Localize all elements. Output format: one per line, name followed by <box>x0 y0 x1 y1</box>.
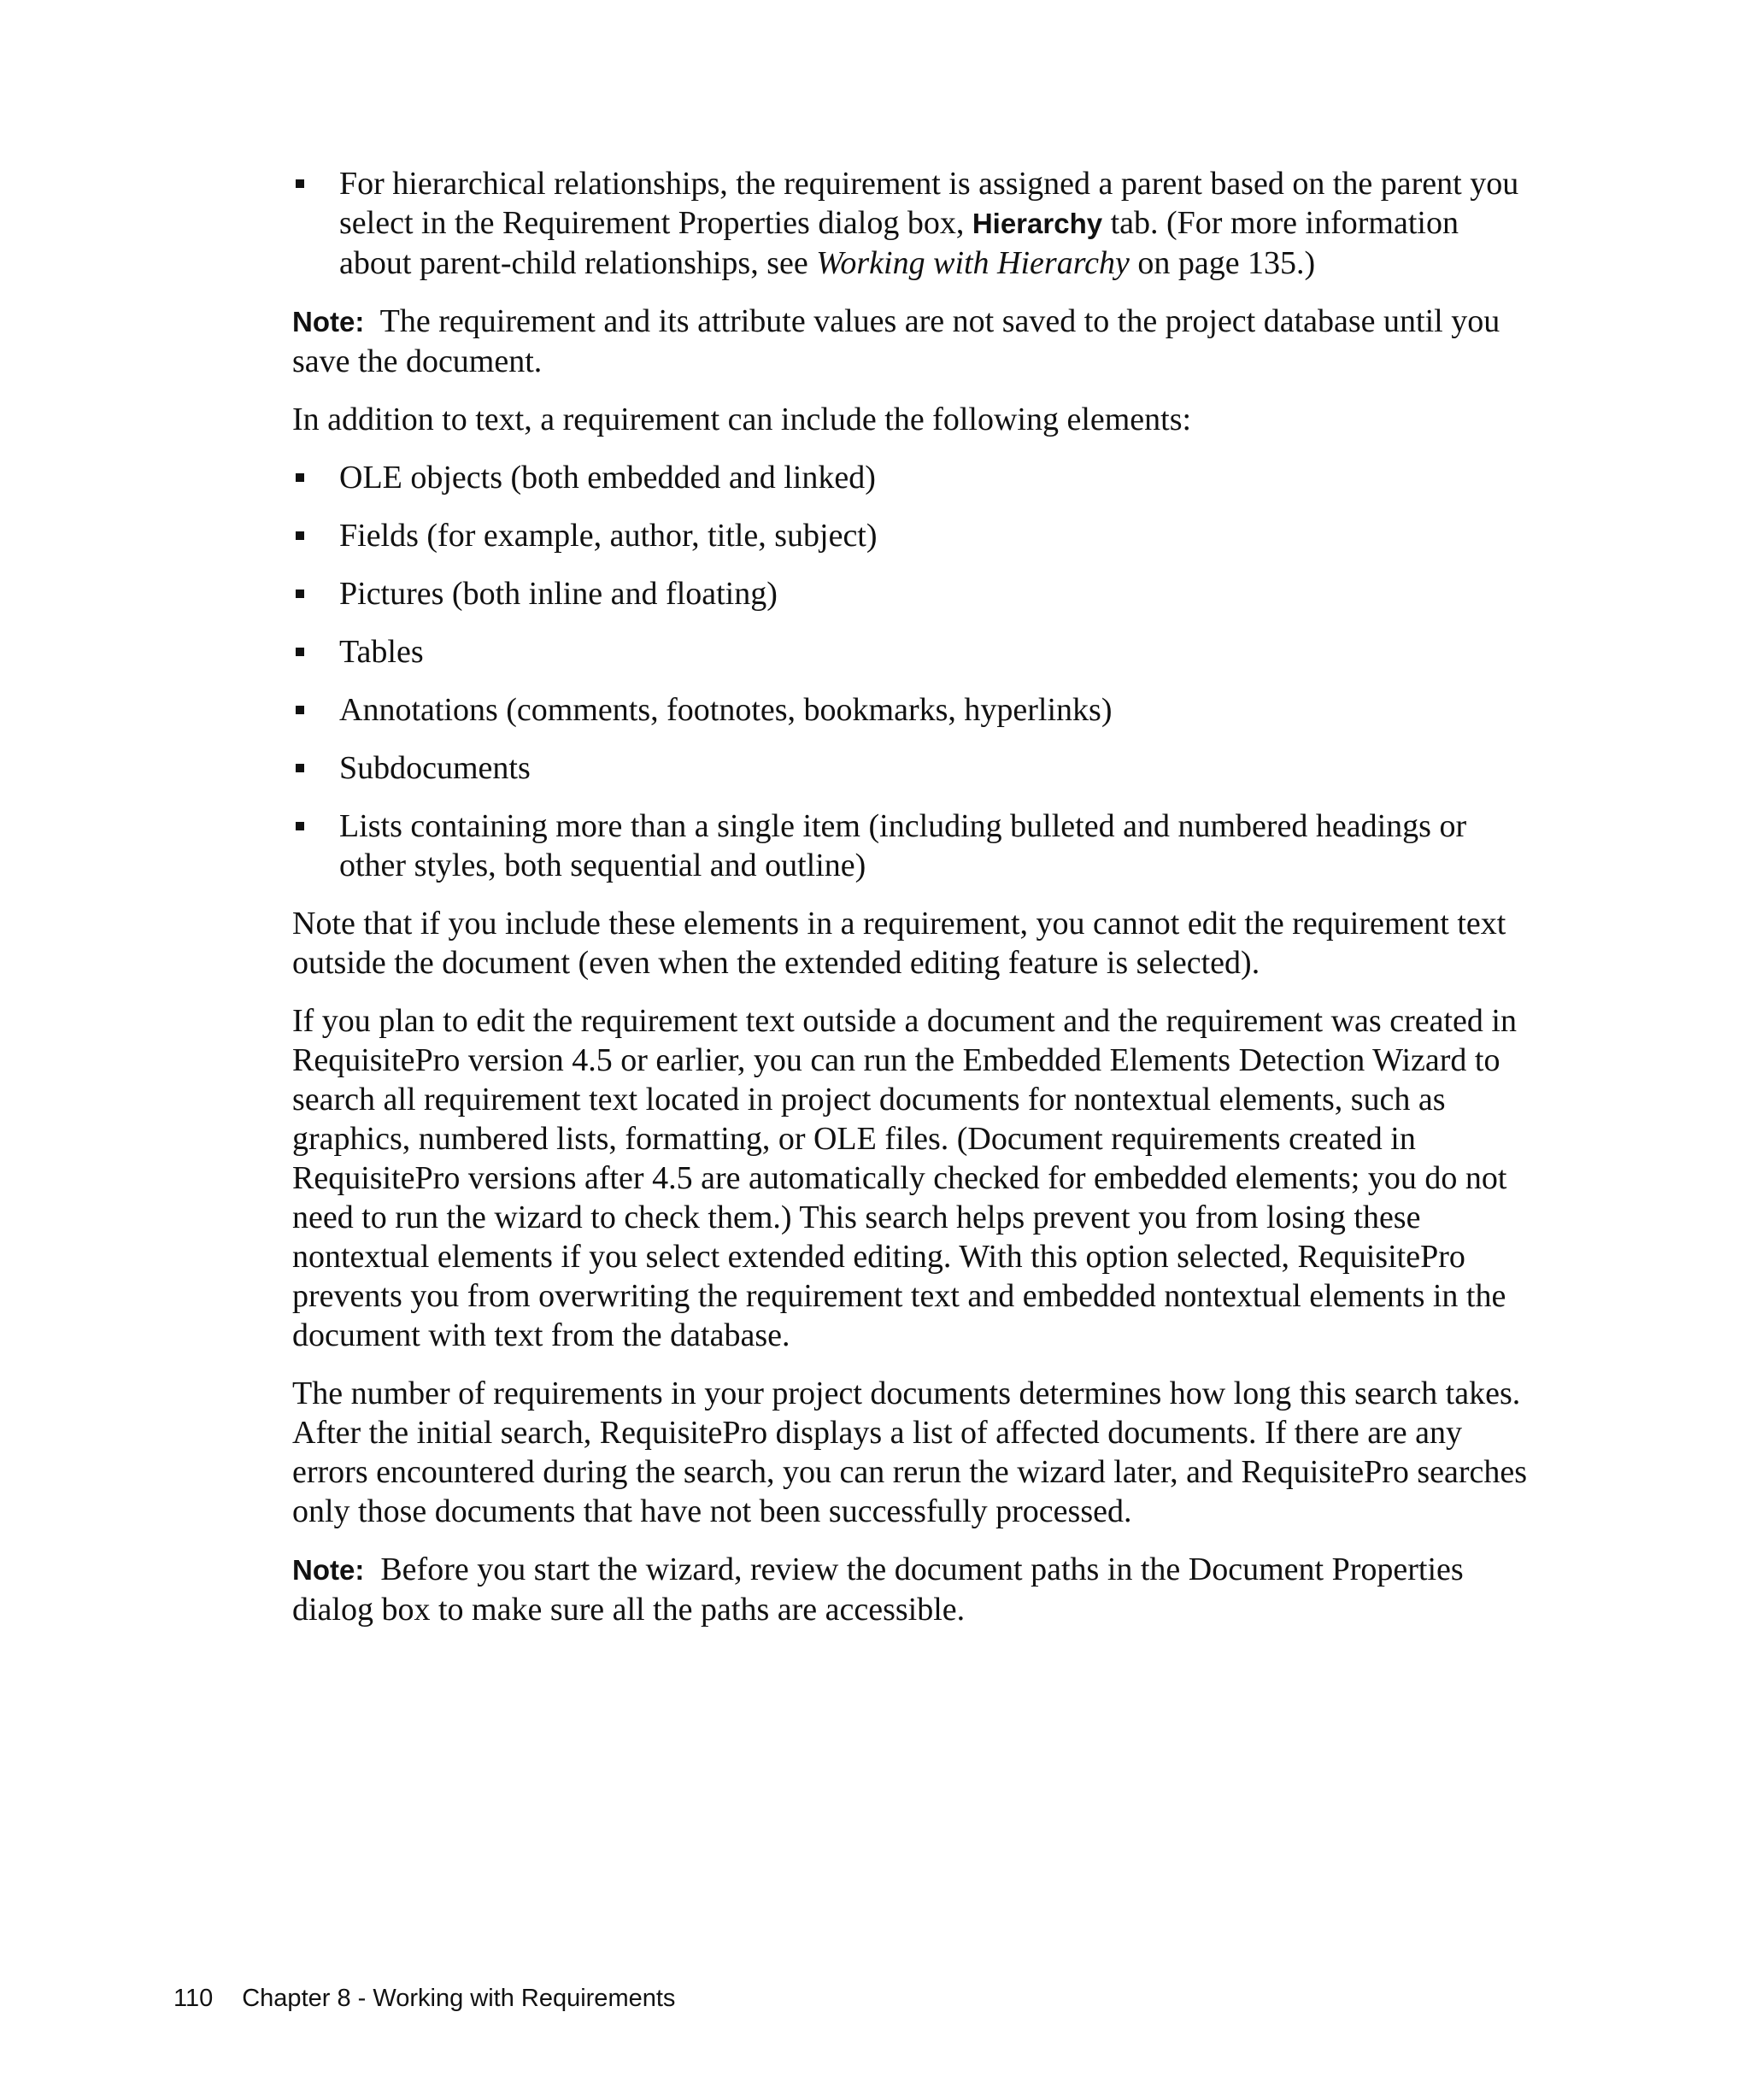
square-bullet-icon <box>296 531 304 540</box>
note-paragraph <box>292 1550 1531 1629</box>
chapter-title: Chapter 8 - Working with Requirements <box>242 1985 676 2012</box>
list-item <box>292 458 1531 497</box>
list-item <box>292 164 1531 283</box>
note-label: Note: <box>292 306 365 337</box>
list-item <box>292 632 1531 672</box>
list-item <box>292 807 1531 885</box>
note-paragraph <box>292 302 1531 381</box>
page-number: 110 <box>173 1985 214 2012</box>
list-item <box>292 516 1531 555</box>
bullet-text-after: on page 135.) <box>1129 245 1316 281</box>
list-item <box>292 574 1531 613</box>
list-item-text: Subdocuments <box>339 750 531 786</box>
square-bullet-icon <box>296 706 304 714</box>
list-item <box>292 690 1531 730</box>
cross-reference-title: Working with Hierarchy <box>816 245 1130 281</box>
note-text: Before you start the wizard, review the document paths in the Document Properties dialog box to make sure all the paths are accessible. <box>292 1552 1464 1628</box>
hierarchy-bullet-list <box>292 164 1531 283</box>
note-label: Note: <box>292 1554 365 1586</box>
wizard-description-paragraph: If you plan to edit the requirement text outside a document and the requirement was created in RequisitePro version 4.5 or earlier, you can run the Embedded Elements Detection Wizard to search all requirement text located in project documents for nontextual elements, such as graphics, numbered lists, formatting, or OLE files. (Document requirements created in RequisitePro versions after 4.5 are automatically checked for embedded elements; you do not need to run the wizard to check them.) This search helps prevent you from losing these nontextual elements if you select extended editing. With this option selected, RequisitePro prevents you from overwriting the requirement text and embedded nontextual elements in the document with text from the database. <box>292 1003 1517 1353</box>
square-bullet-icon <box>296 473 304 482</box>
list-item-text: Fields (for example, author, title, subject) <box>339 518 878 554</box>
bullet-text-before: For hierarchical relationships, the requirement is assigned a parent based on the parent you select in the Requirement Properties dialog box, <box>339 166 1519 241</box>
square-bullet-icon <box>296 179 304 188</box>
square-bullet-icon <box>296 822 304 830</box>
search-duration-paragraph: The number of requirements in your project documents determines how long this search takes. After the initial search, RequisitePro displays a list of affected documents. If there are any errors encountered during the search, you can rerun the wizard later, and RequisitePro searches only those documents that have not been successfully processed. <box>292 1376 1528 1529</box>
list-item-text: Pictures (both inline and floating) <box>339 576 778 612</box>
bullet-text-middle: tab. (For more information about parent-child relationships, see <box>339 205 1459 281</box>
intro-paragraph: In addition to text, a requirement can include the following elements: <box>292 402 1192 437</box>
list-item <box>292 748 1531 788</box>
square-bullet-icon <box>296 648 304 656</box>
square-bullet-icon <box>296 590 304 598</box>
list-item-text: Annotations (comments, footnotes, bookmarks, hyperlinks) <box>339 692 1113 728</box>
element-list <box>292 458 1531 885</box>
editing-restriction-paragraph: Note that if you include these elements in a requirement, you cannot edit the requirement text outside the document (even when the extended editing feature is selected). <box>292 906 1506 981</box>
note-text: The requirement and its attribute values are not saved to the project database until you save the document. <box>292 303 1500 379</box>
list-item-text: Lists containing more than a single item (including bulleted and numbered headings or other styles, both sequential and outline) <box>339 808 1467 883</box>
hierarchy-tab-term: Hierarchy <box>972 208 1103 239</box>
list-item-text: OLE objects (both embedded and linked) <box>339 460 876 496</box>
list-item-text: Tables <box>339 634 424 670</box>
page-footer <box>173 1985 675 2013</box>
page-body <box>292 164 1531 1648</box>
square-bullet-icon <box>296 764 304 772</box>
